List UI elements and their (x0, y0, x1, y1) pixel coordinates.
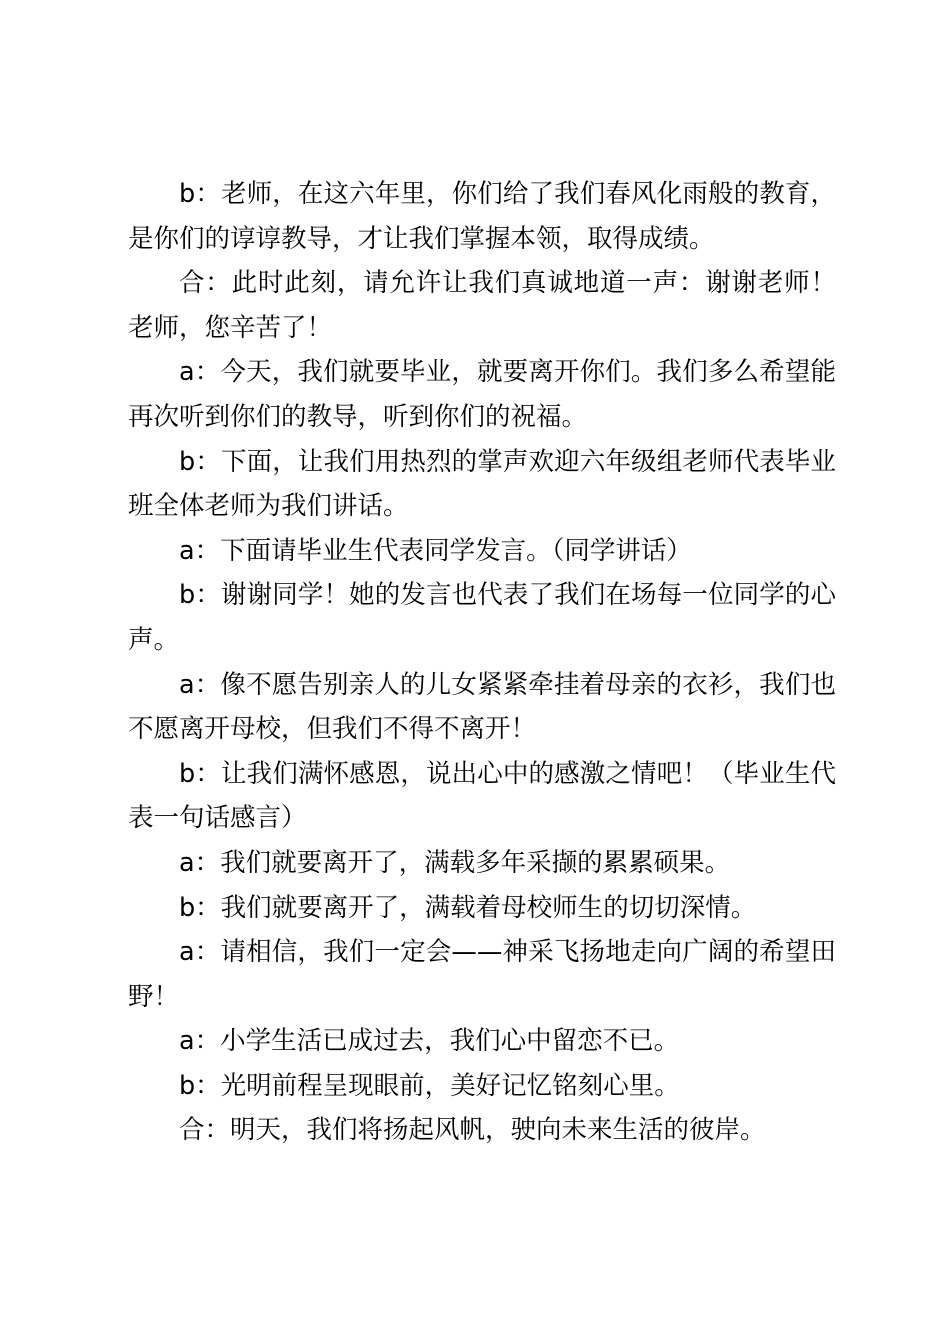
script-paragraph: a：下面请毕业生代表同学发言。（同学讲话） (179, 535, 692, 566)
script-paragraph: a：像不愿告别亲人的儿女紧紧牵挂着母亲的衣衫，我们也不愿离开母校，但我们不得不离开！ (128, 669, 836, 745)
script-paragraph: 合：明天，我们将扬起风帆，驶向未来生活的彼岸。 (179, 1115, 766, 1146)
script-paragraph: a：今天，我们就要毕业，就要离开你们。我们多么希望能再次听到你们的教导，听到你们的祝福。 (128, 357, 836, 432)
script-paragraph: b：我们就要离开了，满载着母校师生的切切深情。 (179, 892, 757, 923)
script-paragraph: b：让我们满怀感恩，说出心中的感激之情吧！（毕业生代表一句话感言） (128, 758, 836, 834)
script-paragraph: a：我们就要离开了，满载多年采撷的累累硕果。 (179, 847, 731, 878)
document-body (128, 172, 836, 1153)
script-paragraph: a：请相信，我们一定会——神采飞扬地走向广阔的希望田野！ (128, 937, 836, 1012)
script-paragraph: b：下面，让我们用热烈的掌声欢迎六年级组老师代表毕业班全体老师为我们讲话。 (128, 446, 836, 522)
script-paragraph: b：光明前程呈现眼前，美好记忆铭刻心里。 (179, 1070, 680, 1101)
script-paragraph: b：老师，在这六年里，你们给了我们春风化雨般的教育，是你们的谆谆教导，才让我们掌握本领，取得成绩。 (128, 179, 836, 254)
script-paragraph: 合：此时此刻，请允许让我们真诚地道一声：谢谢老师！老师，您辛苦了！ (128, 268, 836, 343)
script-paragraph: a：小学生活已成过去，我们心中留恋不已。 (179, 1026, 680, 1057)
script-paragraph: b：谢谢同学！她的发言也代表了我们在场每一位同学的心声。 (128, 580, 836, 655)
